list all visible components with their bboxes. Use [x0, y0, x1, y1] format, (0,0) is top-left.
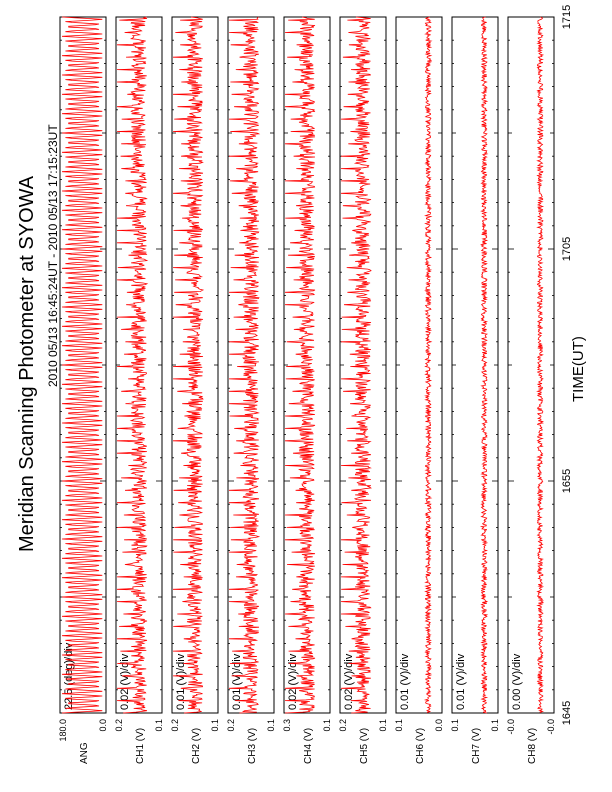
panel-5: [282, 17, 332, 764]
panel-3: [170, 17, 220, 764]
series-line: [173, 17, 203, 713]
y-tick-label-top: 0.2: [338, 719, 348, 732]
panel-name: CH3 (V): [247, 727, 258, 764]
panel-stack: [58, 17, 556, 764]
y-tick-label-bottom: 0.1: [322, 719, 332, 732]
y-tick-label-bottom: 0.0: [98, 719, 108, 732]
scale-label: 0.02 (V)/div: [119, 653, 131, 710]
x-tick-label: 1655: [561, 468, 573, 494]
series-line: [341, 17, 371, 713]
series-line: [229, 17, 259, 713]
panel-name: CH7 (V): [471, 727, 482, 764]
panel-name: ANG: [79, 742, 90, 764]
y-tick-label-top: 180.0: [58, 719, 68, 742]
y-tick-label-top: 0.1: [450, 719, 460, 732]
series-line: [537, 17, 543, 713]
series-line: [425, 17, 431, 713]
scale-label: 0.01 (V)/div: [175, 653, 187, 710]
panel-name: CH6 (V): [415, 727, 426, 764]
panel-2: [114, 17, 164, 764]
y-tick-label-bottom: 0.1: [378, 719, 388, 732]
y-tick-label-bottom: 0.1: [210, 719, 220, 732]
chart-subtitle: 2010 05/13 16:45:24UT - 2010 05/13 17:15:23UT: [46, 124, 60, 387]
scale-label: 0.01 (V)/div: [399, 653, 411, 710]
scale-label: 0.00 (V)/div: [511, 653, 523, 710]
series-line: [117, 17, 147, 713]
panel-frame: [452, 17, 498, 713]
panel-name: CH5 (V): [359, 727, 370, 764]
panel-4: [226, 17, 276, 764]
y-tick-label-bottom: 0.0: [434, 719, 444, 732]
y-tick-label-bottom: 0.1: [490, 719, 500, 732]
panel-frame: [396, 17, 442, 713]
scale-label: 0.02 (V)/div: [287, 653, 299, 710]
y-tick-label-top: 0.3: [282, 719, 292, 732]
scale-label: 0.02 (V)/div: [343, 653, 355, 710]
scale-label: 0.01 (V)/div: [231, 653, 243, 710]
panel-name: CH4 (V): [303, 727, 314, 764]
scale-label: 22.5 (deg)/div: [63, 642, 75, 710]
panel-name: CH1 (V): [135, 727, 146, 764]
series-line: [285, 17, 315, 713]
panel-8: [450, 17, 500, 764]
x-tick-label: 1645: [561, 700, 573, 726]
y-tick-label-top: 0.2: [226, 719, 236, 732]
panel-name: CH8 (V): [527, 727, 538, 764]
y-tick-label-bottom: 0.1: [154, 719, 164, 732]
y-tick-label-top: -0.0: [506, 719, 516, 735]
scale-label: 0.01 (V)/div: [455, 653, 467, 710]
y-tick-label-top: 0.2: [114, 719, 124, 732]
panel-frame: [508, 17, 554, 713]
y-tick-label-bottom: -0.0: [546, 719, 556, 735]
x-tick-label: 1715: [561, 4, 573, 30]
y-tick-label-bottom: 0.1: [266, 719, 276, 732]
x-axis-label: TIME(UT): [570, 336, 587, 402]
y-tick-label-top: 0.1: [394, 719, 404, 732]
panel-name: CH2 (V): [191, 727, 202, 764]
panel-9: [506, 17, 556, 764]
panel-1: [58, 17, 108, 764]
chart-title: Meridian Scanning Photometer at SYOWA: [16, 175, 38, 552]
series-line: [482, 17, 487, 713]
panel-7: [394, 17, 444, 764]
panel-6: [338, 17, 388, 764]
y-tick-label-top: 0.2: [170, 719, 180, 732]
x-tick-label: 1705: [561, 236, 573, 262]
series-line: [62, 17, 102, 713]
